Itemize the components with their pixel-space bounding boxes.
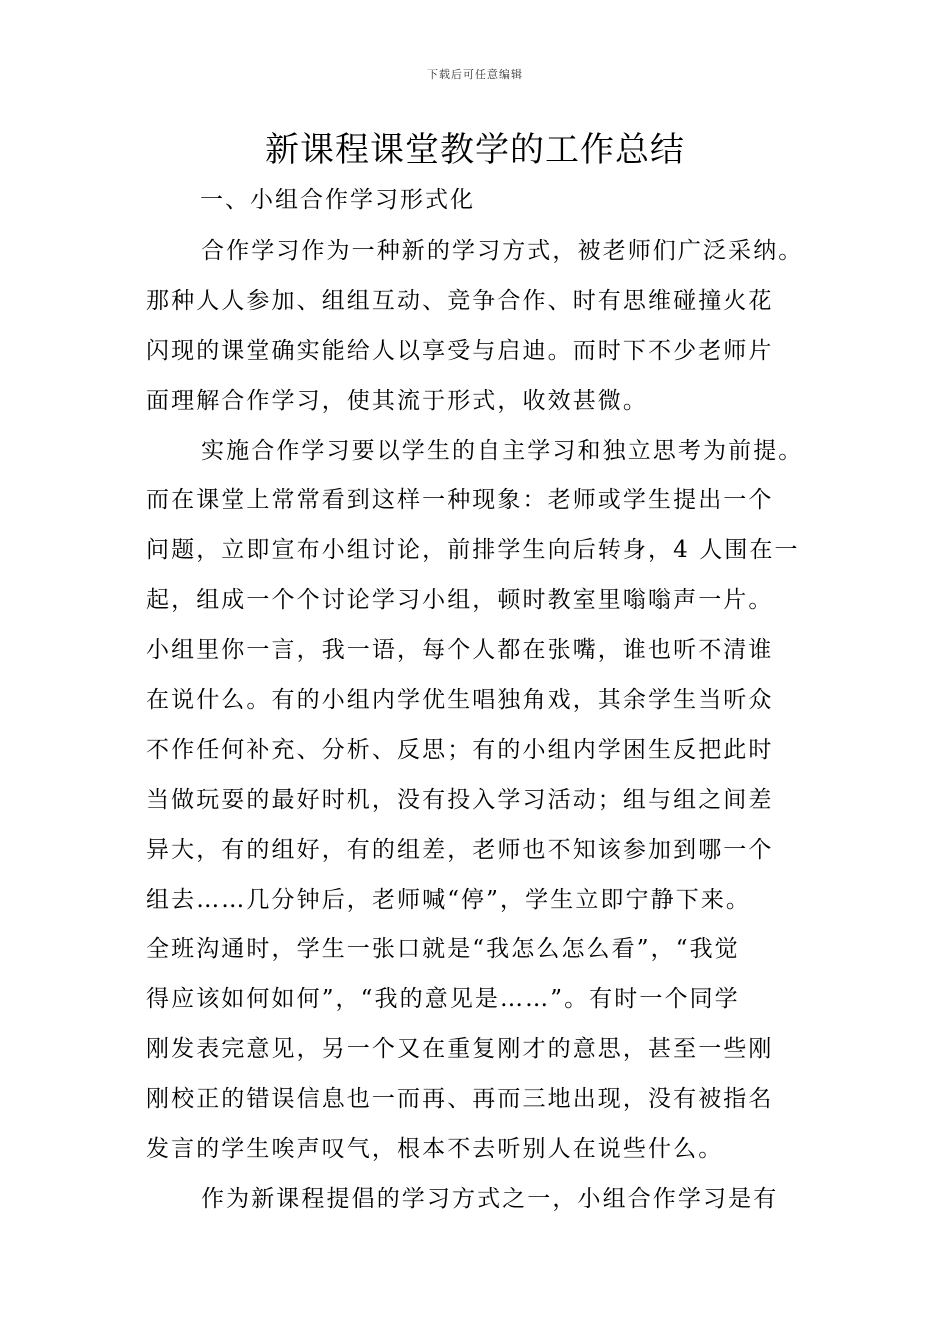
text-line: 闪现的课堂确实能给人以享受与启迪。而时下不少老师片 (146, 337, 774, 364)
text-line: 全班沟通时，学生一张口就是“我怎么怎么看”，“我觉 (146, 936, 740, 963)
text-line: 作为新课程提倡的学习方式之一，小组合作学习是有 (201, 1185, 779, 1212)
text-line: 问题，立即宣布小组讨论，前排学生向后转身，4 人围在一 (146, 537, 800, 564)
text-line: 异大，有的组好，有的组差，老师也不知该参加到哪一个 (146, 836, 774, 863)
text-line: 小组里你一言，我一语，每个人都在张嘴，谁也听不清谁 (146, 637, 774, 664)
text-line: 不作任何补充、分析、反思；有的小组内学困生反把此时 (146, 736, 774, 763)
document-title: 新课程课堂教学的工作总结 (265, 130, 685, 170)
text-line: 刚校正的错误信息也一而再、再而三地出现，没有被指名 (146, 1086, 774, 1113)
text-line: 组去……几分钟后，老师喊“停”，学生立即宁静下来。 (146, 886, 752, 913)
text-line: 起，组成一个个讨论学习小组，顿时教室里嗡嗡声一片。 (146, 587, 774, 614)
text-line: 刚发表完意见，另一个又在重复刚才的意思，甚至一些刚 (146, 1036, 774, 1063)
header-note: 下载后可任意编辑 (427, 68, 523, 81)
text-line: 在说什么。有的小组内学优生唱独角戏，其余学生当听众 (146, 687, 774, 714)
paragraph (146, 1175, 818, 1225)
text-line: 得应该如何如何”，“我的意见是……”。有时一个同学 (146, 986, 740, 1013)
paragraph (146, 227, 818, 427)
text-line: 实施合作学习要以学生的自主学习和独立思考为前提。 (201, 437, 804, 464)
paragraph (146, 427, 818, 1175)
text-line: 合作学习作为一种新的学习方式，被老师们广泛采纳。 (201, 238, 804, 264)
text-line: 发言的学生唉声叹气，根本不去听别人在说些什么。 (146, 1136, 724, 1163)
text-line: 当做玩耍的最好时机，没有投入学习活动；组与组之间差 (146, 786, 774, 813)
section-heading: 一、小组合作学习形式化 (200, 187, 475, 213)
document-body (146, 227, 818, 1225)
text-line: 而在课堂上常常看到这样一种现象：老师或学生提出一个 (146, 487, 774, 514)
text-line: 那种人人参加、组组互动、竞争合作、时有思维碰撞火花 (146, 287, 774, 314)
text-line: 面理解合作学习，使其流于形式，收效甚微。 (146, 387, 648, 414)
